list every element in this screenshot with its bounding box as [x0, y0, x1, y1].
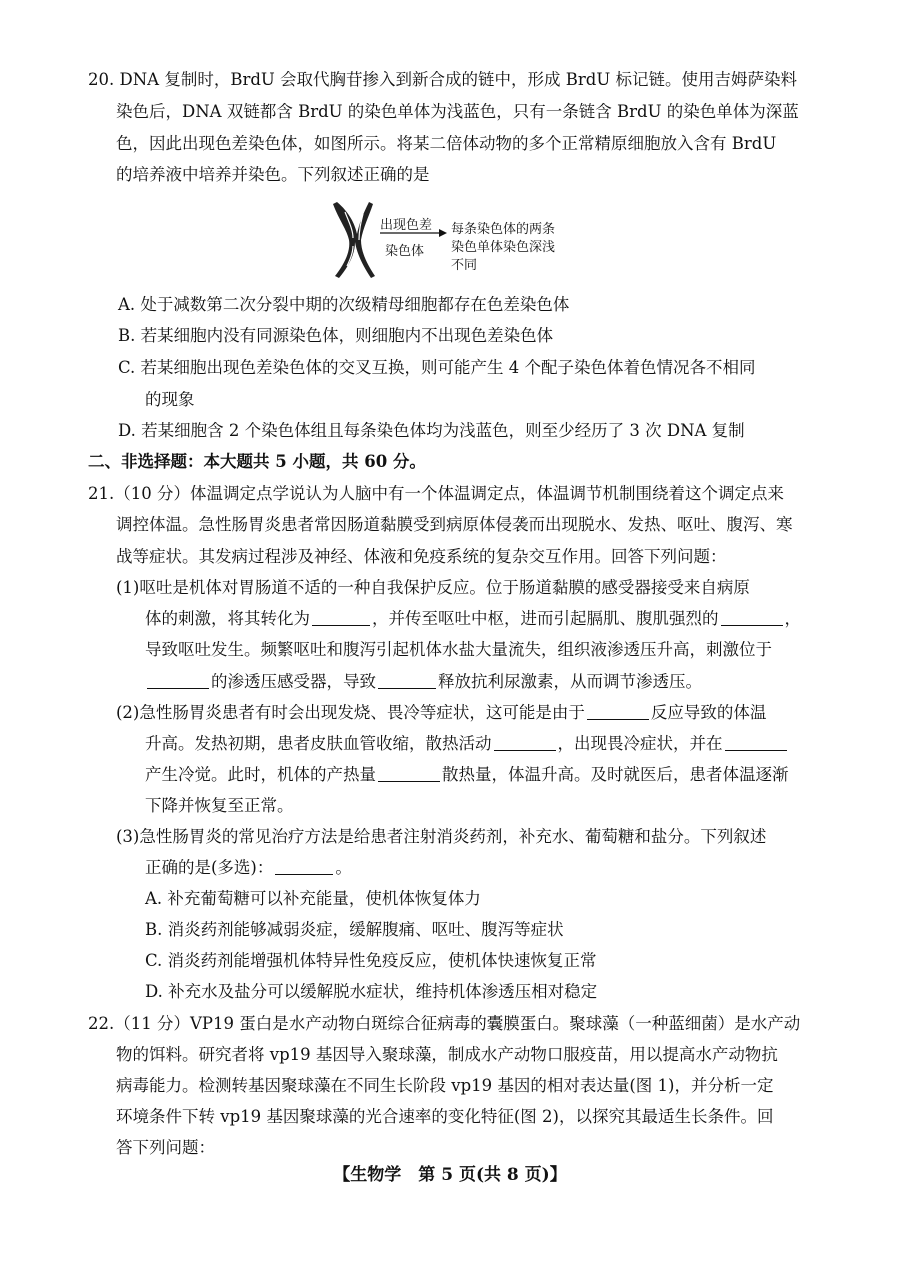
q22-line-1: 22.（11 分）VP19 蛋白是水产动物白斑综合征病毒的囊膜蛋白。聚球藻（一种蓝细菌）是水产动 [88, 1014, 801, 1033]
q21-p2-line-2 [145, 730, 789, 758]
q20-line-1: 20. DNA 复制时，BrdU 会取代胸苷掺入到新合成的链中，形成 BrdU 标记链。使用吉姆萨染料 [88, 70, 798, 89]
q21-p2-text: 产生冷觉。此时，机体的产热量 [145, 765, 376, 784]
answer-blank-9[interactable] [275, 856, 333, 875]
q22-line-2: 物的饵料。研究者将 vp19 基因导入聚球藻，制成水产动物口服疫苗，用以提高水产动物抗 [116, 1045, 778, 1064]
q21-p2-text: 散热量，体温升高。及时就医后，患者体温逐渐 [442, 765, 789, 784]
figure-result-3: 不同 [451, 258, 478, 273]
q21-line-3: 战等症状。其发病过程涉及神经、体液和免疫系统的复杂交互作用。回答下列问题： [116, 547, 727, 566]
q21-p2-line-4: 下降并恢复至正常。 [145, 796, 294, 815]
answer-blank-7[interactable] [725, 732, 787, 751]
section-heading: 二、非选择题：本大题共 5 小题，共 60 分。 [88, 452, 426, 471]
q21-p1-text: ，并传至呕吐中枢，进而引起膈肌、腹肌强烈的 [372, 609, 719, 628]
q21-p3-line-1: (3)急性肠胃炎的常见治疗方法是给患者注射消炎药剂，补充水、葡萄糖和盐分。下列叙述 [116, 827, 767, 846]
q20-option-a: A. 处于减数第二次分裂中期的次级精母细胞都存在色差染色体 [118, 295, 570, 314]
q21-p3-option-a: A. 补充葡萄糖可以补充能量，使机体恢复体力 [145, 889, 481, 908]
q21-p2-line-3 [145, 761, 789, 789]
q21-p1-text: ， [784, 609, 801, 628]
q21-p2-line-1 [116, 699, 766, 727]
q21-p3-text: 正确的是(多选)： [145, 858, 274, 877]
chromosome-figure [325, 200, 585, 280]
q21-p3-text: 。 [335, 858, 352, 877]
q22-line-3: 病毒能力。检测转基因聚球藻在不同生长阶段 vp19 基因的相对表达量(图 1)，并分析一定 [116, 1076, 774, 1095]
q21-p2-text: 升高。发热初期，患者皮肤血管收缩，散热活动 [145, 734, 492, 753]
q21-p3-option-d: D. 补充水及盐分可以缓解脱水症状，维持机体渗透压相对稳定 [145, 982, 598, 1001]
q20-option-c: C. 若某细胞出现色差染色体的交叉互换，则可能产生 4 个配子染色体着色情况各不相同 [118, 358, 756, 377]
arrow-bottom-label: 染色体 [385, 244, 425, 259]
figure-result-1: 每条染色体的两条 [451, 222, 556, 237]
q21-p3-option-c: C. 消炎药剂能增强机体特异性免疫反应，使机体快速恢复正常 [145, 951, 597, 970]
q21-p2-text: 反应导致的体温 [650, 703, 767, 722]
answer-blank-2[interactable] [721, 607, 783, 626]
answer-blank-5[interactable] [587, 701, 649, 720]
q21-p3-line-2 [145, 854, 352, 882]
q21-line-2: 调控体温。急性肠胃炎患者常因肠道黏膜受到病原体侵袭而出现脱水、发热、呕吐、腹泻、寒 [116, 515, 793, 534]
q21-p1-line-1: (1)呕吐是机体对胃肠道不适的一种自我保护反应。位于肠道黏膜的感受器接受来自病原 [116, 578, 750, 597]
answer-blank-4[interactable] [378, 670, 436, 689]
q21-line-1: 21.（10 分）体温调定点学说认为人脑中有一个体温调定点，体温调节机制围绕着这个调定点来 [88, 484, 784, 503]
q21-p1-line-4 [145, 668, 702, 696]
q22-line-4: 环境条件下转 vp19 基因聚球藻的光合速率的变化特征(图 2)，以探究其最适生长条件。回 [116, 1107, 774, 1126]
answer-blank-6[interactable] [494, 732, 556, 751]
q21-p1-line-2 [145, 605, 801, 633]
q22-line-5: 答下列问题： [116, 1138, 215, 1157]
answer-blank-3[interactable] [147, 670, 209, 689]
figure-result-2: 染色单体染色深浅 [451, 240, 556, 255]
q20-line-3: 色，因此出现色差染色体，如图所示。将某二倍体动物的多个正常精原细胞放入含有 BrdU [116, 134, 777, 153]
q21-p3-option-b: B. 消炎药剂能够减弱炎症，缓解腹痛、呕吐、腹泻等症状 [145, 920, 564, 939]
q20-option-d: D. 若某细胞含 2 个染色体组且每条染色体均为浅蓝色，则至少经历了 3 次 DNA 复制 [118, 421, 745, 440]
q21-p1-text: 体的刺激，将其转化为 [145, 609, 310, 628]
q20-option-b: B. 若某细胞内没有同源染色体，则细胞内不出现色差染色体 [118, 326, 554, 345]
q20-line-4: 的培养液中培养并染色。下列叙述正确的是 [116, 165, 430, 184]
q21-p2-text: (2)急性肠胃炎患者有时会出现发烧、畏冷等症状，这可能是由于 [116, 703, 585, 722]
q21-p1-text: 的渗透压感受器，导致 [211, 672, 376, 691]
answer-blank-8[interactable] [378, 763, 440, 782]
answer-blank-1[interactable] [312, 607, 370, 626]
q21-p1-line-3: 导致呕吐发生。频繁呕吐和腹泻引起机体水盐大量流失，组织液渗透压升高，刺激位于 [145, 640, 772, 659]
arrow-top-label: 出现色差 [380, 218, 433, 233]
q20-line-2: 染色后，DNA 双链都含 BrdU 的染色单体为浅蓝色，只有一条链含 BrdU 的染色单体为深蓝 [116, 102, 799, 121]
page-footer: 【生物学 第 5 页(共 8 页)】 [333, 1165, 567, 1185]
q21-p2-text: ，出现畏冷症状，并在 [557, 734, 723, 753]
q21-p1-text: 释放抗利尿激素，从而调节渗透压。 [438, 672, 702, 691]
q20-option-c-cont: 的现象 [145, 390, 195, 409]
